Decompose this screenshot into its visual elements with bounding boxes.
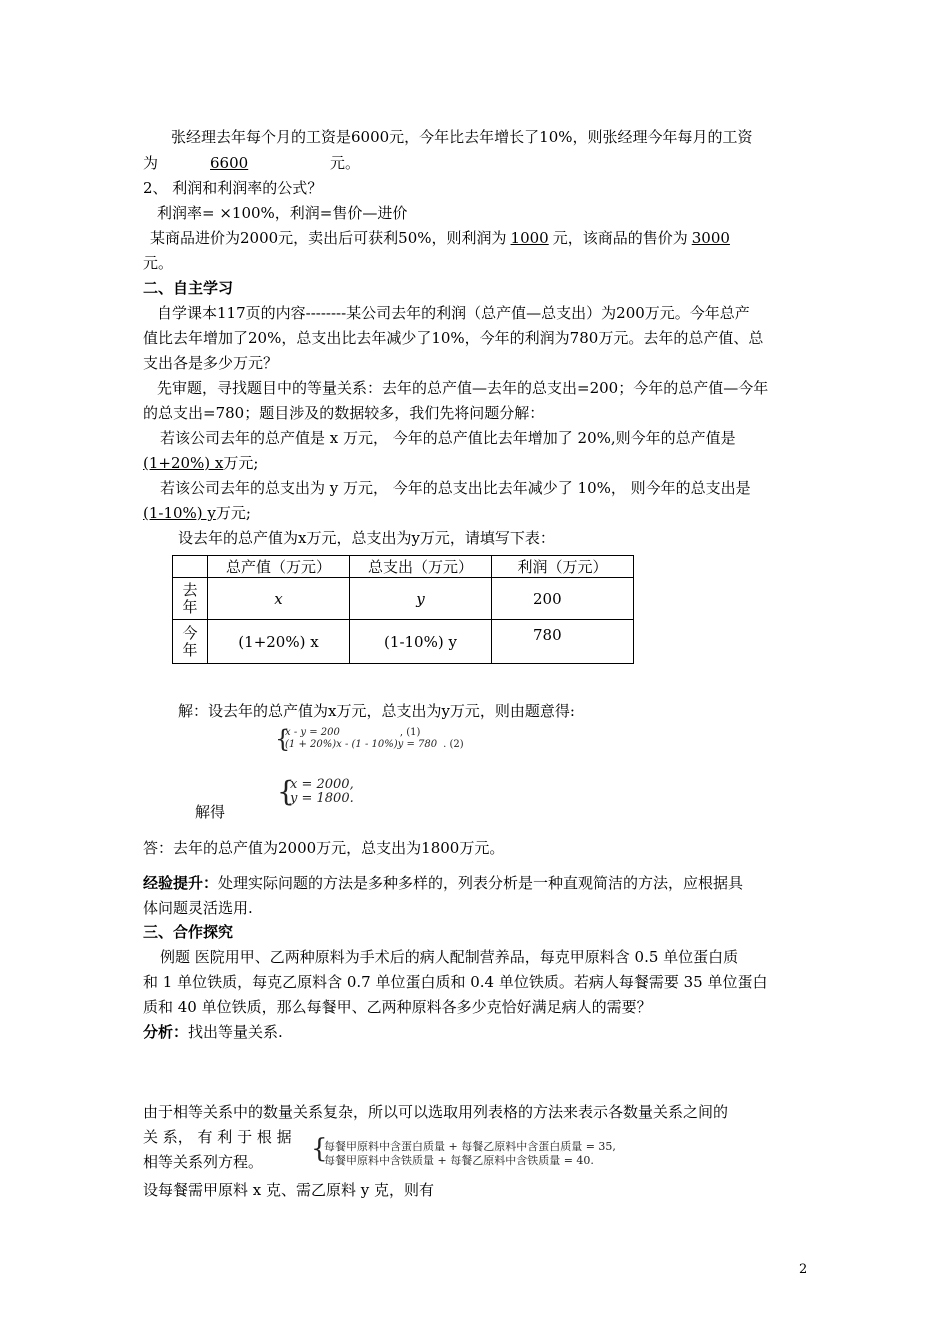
zhang-salary-line1: 张经理去年每个月的工资是6000元，今年比去年增长了10%，则张经理今年每月的工资 <box>171 128 753 146</box>
section-3-title: 三、合作探究 <box>143 923 234 941</box>
relation-l1: 由于相等关系中的数量关系复杂，所以可以选取用列表格的方法来表示各数量关系之间的 <box>143 1103 729 1121</box>
relation-l3: 相等关系列方程。 <box>143 1153 264 1171</box>
example-l3: 质和 40 单位铁质，那么每餐甲、乙两种原料各多少克恰好满足病人的需要？ <box>143 998 652 1016</box>
table-header-cell: 利润（万元） <box>492 556 634 578</box>
sec2-p4-l1: 若该公司去年的总支出为 y 万元， 今年的总支出比去年减少了 10%， 则今年的总支出是 <box>160 479 751 497</box>
table-cell: (1-10%) y <box>350 620 492 664</box>
experience-l1 <box>143 873 743 893</box>
example-l2: 和 1 单位铁质，每克乙原料含 0.7 单位蛋白质和 0.4 单位铁质。若病人每餐需要 35 单位蛋白 <box>143 973 768 991</box>
relation-l2: 关 系， 有 利 于 根 据 <box>143 1128 292 1146</box>
experience-l2: 体问题灵活选用. <box>143 899 253 917</box>
eq1-tag: , (1) <box>399 727 421 738</box>
answer-blank: 6600 <box>210 154 249 172</box>
q2-line2: 元。 <box>143 254 174 272</box>
zhang-salary-line2 <box>143 153 360 173</box>
eq1-body: x - y = 200 <box>285 727 340 738</box>
eq2-tag: . (2) <box>443 739 464 750</box>
solution-brace: { <box>277 775 295 808</box>
table-header-cell <box>173 556 208 578</box>
relation-equation-2: 每餐甲原料中含铁质量 + 每餐乙原料中含铁质量 = 40. <box>324 1154 594 1167</box>
analysis-text: 找出等量关系. <box>188 1023 283 1041</box>
profit-blank: 1000 <box>510 229 549 247</box>
table-row-label: 去年 <box>173 578 208 620</box>
table-row-label: 今年 <box>173 620 208 664</box>
table-cell: x <box>208 578 350 620</box>
unit: 万元; <box>223 454 259 472</box>
sec2-p3-l2 <box>143 453 258 473</box>
q2-title: 2、 利润和利润率的公式？ <box>143 179 323 197</box>
sec2-p2-l2: 的总支出=780；题目涉及的数据较多，我们先将问题分解： <box>143 404 545 422</box>
prefix: 为 <box>143 154 159 172</box>
solution-y: y = 1800. <box>290 791 354 806</box>
sec2-p3-l1: 若该公司去年的总产值是 x 万元， 今年的总产值比去年增加了 20%,则今年的总产值是 <box>160 429 736 447</box>
q2-line1 <box>150 228 766 248</box>
sec2-p4-l2 <box>143 503 251 523</box>
q2-text-b: 元，该商品的售价为 <box>552 229 688 247</box>
table-cell: y <box>350 578 492 620</box>
eq2-body: (1 + 20%)x - (1 - 10%)y = 780 <box>285 739 438 750</box>
sec2-p1-l3: 支出各是多少万元？ <box>143 354 279 372</box>
relation-equation-1: 每餐甲原料中含蛋白质量 + 每餐乙原料中含蛋白质量 = 35, <box>324 1140 616 1153</box>
table-cell: (1+20%) x <box>208 620 350 664</box>
table-header-cell: 总产值（万元） <box>208 556 350 578</box>
sec2-p2-l1: 先审题，寻找题目中的等量关系：去年的总产值—去年的总支出=200；今年的总产值—今年 <box>157 379 769 397</box>
solution-intro: 解：设去年的总产值为x万元，总支出为y万元，则由题意得: <box>178 702 575 720</box>
experience-text: 处理实际问题的方法是多种多样的，列表分析是一种直观简洁的方法，应根据具 <box>218 874 744 892</box>
output-answer: (1+20%) x <box>143 454 224 472</box>
data-table <box>172 555 634 664</box>
q2-formula: 利润率= ×100%，利润=售价—进价 <box>157 204 408 222</box>
q2-text-a: 某商品进价为2000元，卖出后可获利50%，则利润为 <box>150 229 507 247</box>
price-blank: 3000 <box>691 229 730 247</box>
analysis-label: 分析： <box>143 1023 189 1041</box>
unit: 万元; <box>215 504 251 522</box>
analysis-line <box>143 1022 283 1042</box>
solution-x: x = 2000, <box>290 777 354 792</box>
table-intro: 设去年的总产值为x万元，总支出为y万元，请填写下表： <box>178 529 555 547</box>
suffix: 元。 <box>330 154 361 172</box>
example-l1: 例题 医院用甲、乙两种原料为手术后的病人配制营养品，每克甲原料含 0.5 单位蛋白质 <box>160 948 739 966</box>
expense-answer: (1-10%) y <box>143 504 216 522</box>
table-row <box>173 620 634 664</box>
page-number: 2 <box>799 1262 808 1277</box>
set-line: 设每餐需甲原料 x 克、需乙原料 y 克，则有 <box>143 1181 435 1199</box>
sec2-p1-l2: 值比去年增加了20%，总支出比去年减少了10%，今年的利润为780万元。去年的总产值、总 <box>143 329 764 347</box>
relation-brace: { <box>311 1134 328 1164</box>
table-cell: 200 <box>492 578 634 620</box>
solved-label: 解得 <box>195 803 226 821</box>
answer-line: 答：去年的总产值为2000万元，总支出为1800万元。 <box>143 839 505 857</box>
table-row <box>173 578 634 620</box>
equation-1 <box>285 727 420 739</box>
section-2-title: 二、自主学习 <box>143 279 234 297</box>
sec2-p1-l1: 自学课本117页的内容--------某公司去年的利润（总产值—总支出）为200万元。今年总产 <box>157 304 750 322</box>
table-cell: 780 <box>492 620 634 664</box>
table-header-cell: 总支出（万元） <box>350 556 492 578</box>
equation-2 <box>285 739 464 751</box>
table-header-row <box>173 556 634 578</box>
experience-label: 经验提升： <box>143 874 219 892</box>
system-brace: { <box>275 725 291 753</box>
